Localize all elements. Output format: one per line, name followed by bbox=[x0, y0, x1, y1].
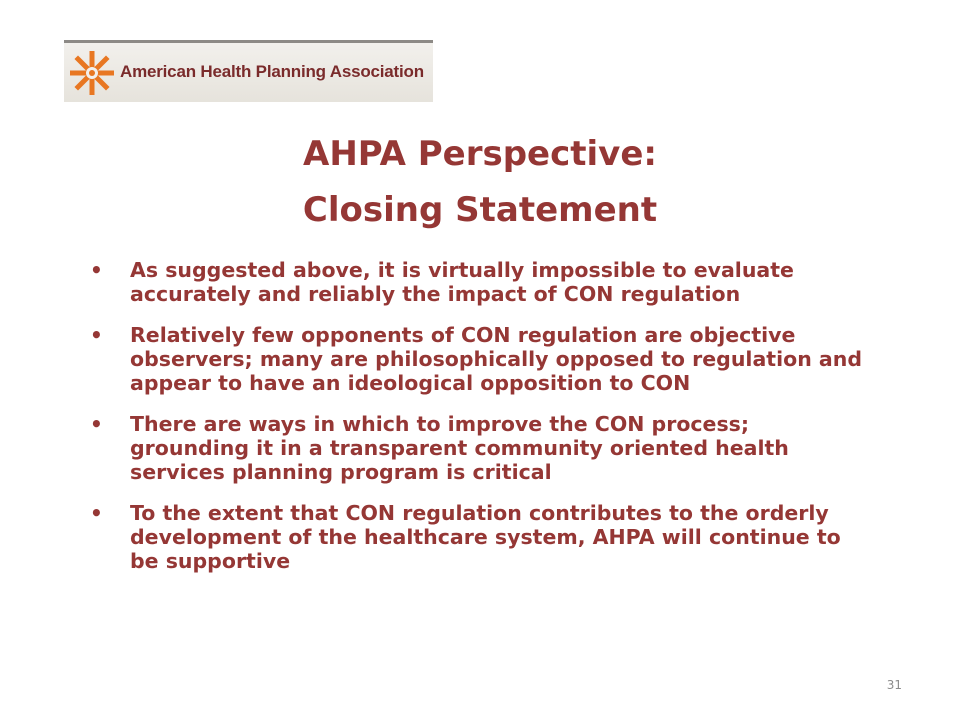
bullet-icon: • bbox=[90, 258, 103, 282]
slide-title-line-2: Closing Statement bbox=[302, 190, 658, 230]
slide-title-line-1: AHPA Perspective: bbox=[303, 134, 657, 174]
bullet-icon: • bbox=[90, 412, 103, 436]
bullet-text: There are ways in which to improve the CON process; grounding it in a transparent community oriented health services planning program is critical bbox=[130, 412, 789, 484]
page-number: 31 bbox=[886, 678, 902, 692]
bullet-item bbox=[90, 258, 870, 306]
bullet-icon: • bbox=[90, 323, 103, 347]
bullet-text: Relatively few opponents of CON regulation are objective observers; many are philosophically opposed to regulation and appear to have an ideological opposition to CON bbox=[130, 323, 863, 395]
slide-title bbox=[0, 126, 960, 238]
bullet-icon: • bbox=[90, 501, 103, 525]
logo-text: American Health Planning Association bbox=[120, 62, 424, 81]
asterisk-logo-icon bbox=[70, 51, 114, 95]
ahpa-logo bbox=[64, 40, 433, 102]
bullet-item bbox=[90, 323, 870, 395]
bullet-item bbox=[90, 501, 870, 573]
bullet-text: As suggested above, it is virtually impossible to evaluate accurately and reliably the impact of CON regulation bbox=[130, 258, 794, 306]
bullet-text: To the extent that CON regulation contributes to the orderly development of the healthcare system, AHPA will continue to be supportive bbox=[130, 501, 841, 573]
bullet-list bbox=[90, 258, 870, 590]
bullet-item bbox=[90, 412, 870, 484]
